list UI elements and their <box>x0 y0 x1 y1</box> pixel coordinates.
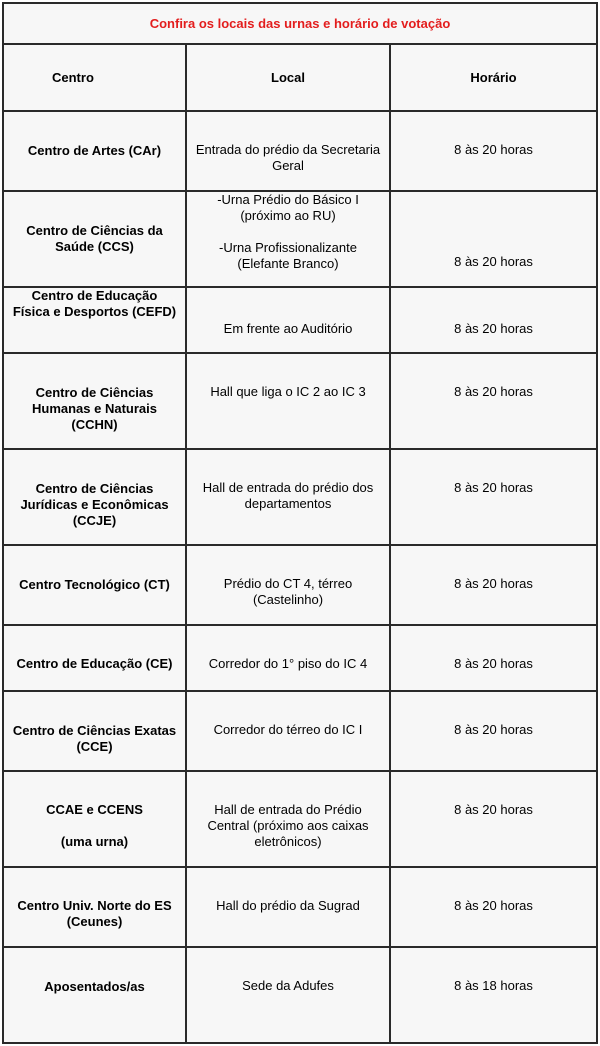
row-local: Hall que liga o IC 2 ao IC 3 <box>186 353 390 449</box>
table-row <box>4 353 596 449</box>
row-horario: 8 às 20 horas <box>390 111 596 191</box>
row-centro: Centro de Ciências Exatas (CCE) <box>4 691 186 771</box>
row-local: Entrada do prédio da Secretaria Geral <box>186 111 390 191</box>
row-local: Corredor do térreo do IC I <box>186 691 390 771</box>
row-local: Hall de entrada do Prédio Central (próximo aos caixas eletrônicos) <box>186 771 390 867</box>
row-local <box>186 191 390 287</box>
table-title: Confira os locais das urnas e horário de votação <box>4 4 596 45</box>
row-local: Sede da Adufes <box>186 947 390 1042</box>
row-horario: 8 às 20 horas <box>390 867 596 947</box>
row-horario: 8 às 20 horas <box>390 191 596 287</box>
table-row <box>4 449 596 545</box>
header-local: Local <box>186 45 390 111</box>
header-centro: Centro <box>4 45 186 111</box>
table-row <box>4 191 596 287</box>
row-centro: Aposentados/as <box>4 947 186 1042</box>
row-local: Hall do prédio da Sugrad <box>186 867 390 947</box>
table-row <box>4 625 596 691</box>
row-centro: Centro de Ciências da Saúde (CCS) <box>4 191 186 287</box>
row-horario: 8 às 20 horas <box>390 771 596 867</box>
row-horario: 8 às 20 horas <box>390 287 596 353</box>
header-horario: Horário <box>390 45 596 111</box>
row-local-line: -Urna Profissionalizante (Elefante Branco) <box>218 240 357 271</box>
table-row <box>4 947 596 1042</box>
table-row <box>4 111 596 191</box>
row-centro-line: CCAE e CCENS <box>46 802 143 817</box>
header-row <box>4 45 596 111</box>
row-centro: Centro Tecnológico (CT) <box>4 545 186 625</box>
row-centro: Centro Univ. Norte do ES (Ceunes) <box>4 867 186 947</box>
table-row <box>4 545 596 625</box>
row-centro-line: (uma urna) <box>60 834 129 849</box>
row-local: Corredor do 1° piso do IC 4 <box>186 625 390 691</box>
table-row <box>4 867 596 947</box>
row-local: Hall de entrada do prédio dos departamentos <box>186 449 390 545</box>
row-horario: 8 às 20 horas <box>390 625 596 691</box>
row-horario: 8 às 20 horas <box>390 691 596 771</box>
row-centro <box>4 771 186 867</box>
row-centro: Centro de Ciências Humanas e Naturais (CCHN) <box>4 353 186 449</box>
table-row <box>4 691 596 771</box>
row-horario: 8 às 18 horas <box>390 947 596 1042</box>
row-local: Em frente ao Auditório <box>186 287 390 353</box>
row-centro: Centro de Artes (CAr) <box>4 111 186 191</box>
row-local-line: -Urna Prédio do Básico I (próximo ao RU) <box>217 192 359 223</box>
row-centro: Centro de Educação (CE) <box>4 625 186 691</box>
row-horario: 8 às 20 horas <box>390 545 596 625</box>
table-row <box>4 287 596 353</box>
locations-table <box>4 45 596 1042</box>
table-row <box>4 771 596 867</box>
row-horario: 8 às 20 horas <box>390 353 596 449</box>
row-centro: Centro de Ciências Jurídicas e Econômicas (CCJE) <box>4 449 186 545</box>
row-horario: 8 às 20 horas <box>390 449 596 545</box>
voting-locations-table <box>2 2 598 1044</box>
row-local: Prédio do CT 4, térreo (Castelinho) <box>186 545 390 625</box>
row-centro: Centro de Educação Física e Desportos (CEFD) <box>4 287 186 353</box>
